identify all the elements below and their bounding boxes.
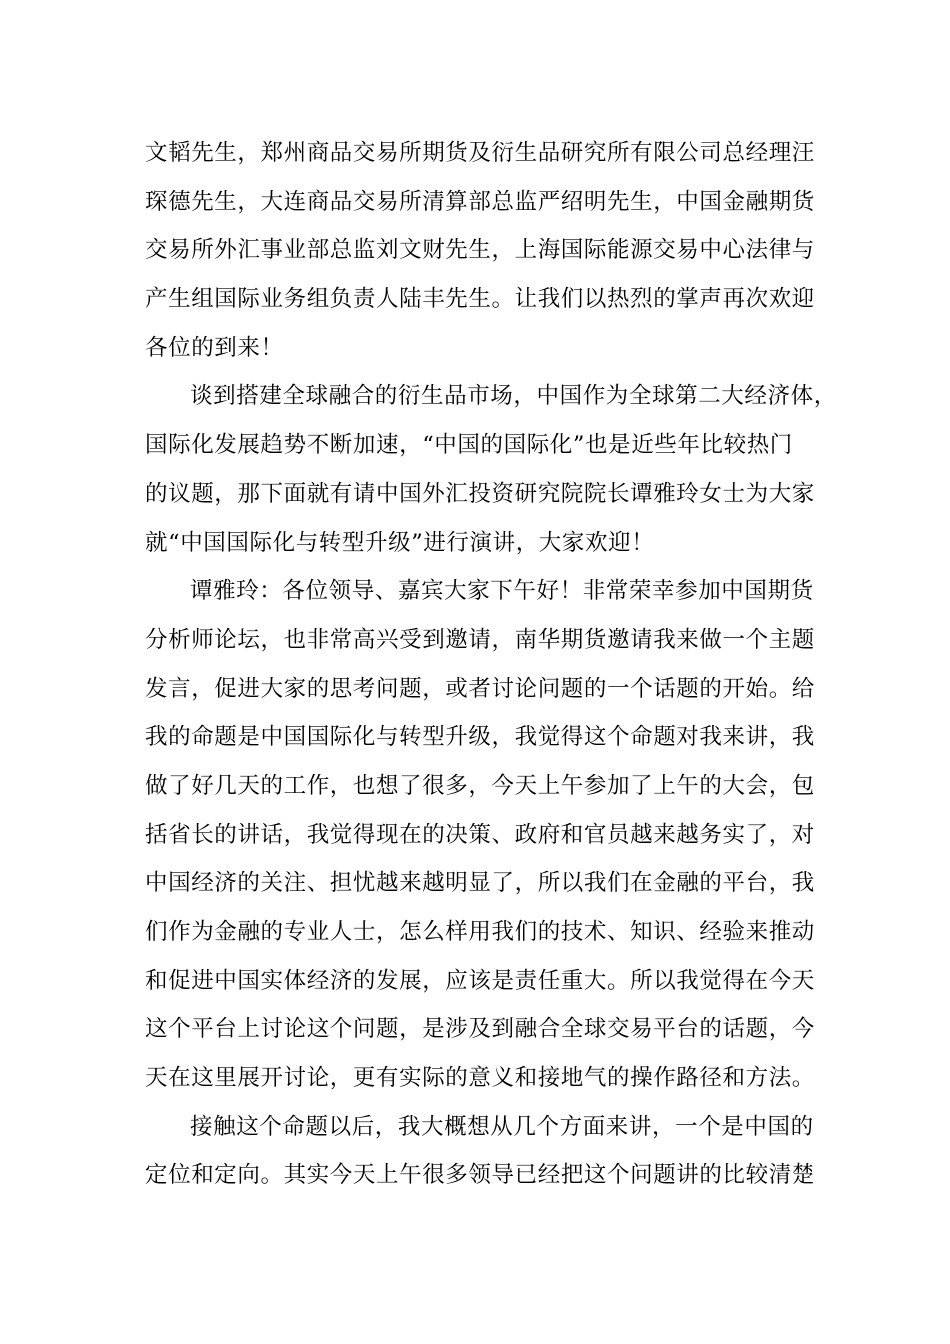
paragraph [145,372,837,567]
text-line: 发言，促进大家的思考问题，或者讨论问题的一个话题的开始。给 [145,675,815,702]
text-line: 们作为金融的专业人士，怎么样用我们的技术、知识、经验来推动 [145,919,815,945]
text-line: 分析师论坛，也非常高兴受到邀请，南华期货邀请我来做一个主题 [145,626,815,653]
text-line: 这个平台上讨论这个问题，是涉及到融合全球交易平台的话题，今 [145,1016,815,1043]
text-line: 谈到搭建全球融合的衍生品市场，中国作为全球第二大经济体， [190,383,837,410]
paragraph [145,129,825,372]
text-line: 琛德先生，大连商品交易所清算部总监严绍明先生，中国金融期货 [145,188,815,215]
document-body [145,129,837,1200]
text-line: 接触这个命题以后，我大概想从几个方面来讲，一个是中国的 [190,1113,814,1140]
text-line: 国际化发展趋势不断加速，“中国的国际化”也是近些年比较热门 [145,432,793,459]
text-line: 谭雅玲：各位领导、嘉宾大家下午好！非常荣幸参加中国期货 [190,578,814,605]
text-line: 文韬先生，郑州商品交易所期货及衍生品研究所有限公司总经理汪 [145,140,815,166]
text-line: 括省长的讲话，我觉得现在的决策、政府和官员越来越务实了，对 [145,821,815,848]
text-line: 中国经济的关注、担忧越来越明显了，所以我们在金融的平台，我 [145,870,815,897]
text-line: 做了好几天的工作，也想了很多，今天上午参加了上午的大会，包 [145,772,815,799]
text-line: 定位和定向。其实今天上午很多领导已经把这个问题讲的比较清楚 [145,1162,815,1189]
text-line: 天在这里展开讨论，更有实际的意义和接地气的操作路径和方法。 [145,1065,815,1092]
text-line: 产生组国际业务组负责人陆丰先生。让我们以热烈的掌声再次欢迎 [145,286,815,313]
paragraph [145,1103,825,1200]
text-line: 我的命题是中国国际化与转型升级，我觉得这个命题对我来讲，我 [145,724,815,751]
text-line: 的议题，那下面就有请中国外汇投资研究院院长谭雅玲女士为大家 [145,480,815,507]
text-line: 交易所外汇事业部总监刘文财先生，上海国际能源交易中心法律与 [145,237,815,264]
text-line: 各位的到来！ [145,334,284,361]
text-line: 就“中国国际化与转型升级”进行演讲，大家欢迎！ [145,529,655,556]
paragraph [145,567,825,1103]
text-line: 和促进中国实体经济的发展，应该是责任重大。所以我觉得在今天 [145,967,815,994]
